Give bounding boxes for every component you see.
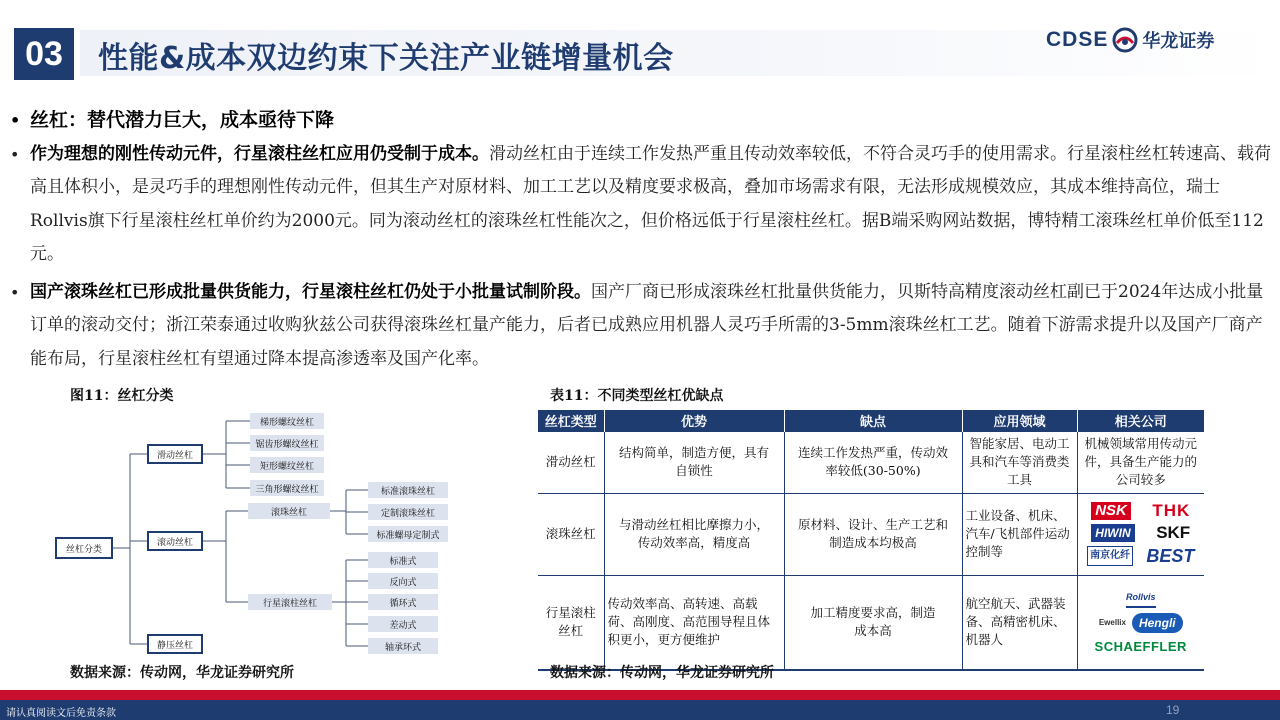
cell-type: 滚珠丝杠 <box>538 493 604 575</box>
table-header: 丝杠类型 <box>538 410 604 431</box>
svg-text:行星滚柱丝杠: 行星滚柱丝杠 <box>262 599 318 609</box>
tree-node-sliding-child <box>250 413 324 429</box>
table-row <box>538 575 1204 670</box>
svg-text:丝杠分类: 丝杠分类 <box>65 545 103 555</box>
cell-cons: 连续工作发热严重，传动效率较低(30-50%) <box>784 431 962 493</box>
cell-company-logos <box>1077 493 1204 575</box>
schaeffler-logo: SCHAEFFLER <box>1094 639 1187 655</box>
slide-header <box>0 0 1280 80</box>
table-header: 缺点 <box>784 410 962 431</box>
bullet-lead: 国产滚珠丝杠已形成批量供货能力，行星滚柱丝杠仍处于小批量试制阶段。 <box>30 281 591 302</box>
rollvis-logo: Rollvis <box>1126 588 1156 608</box>
svg-text:三角形螺纹丝杠: 三角形螺纹丝杠 <box>255 485 319 495</box>
table-header-row <box>538 410 1204 431</box>
cell-pros: 与滑动丝杠相比摩擦力小，传动效率高，精度高 <box>604 493 784 575</box>
nsk-logo: NSK <box>1091 502 1131 520</box>
table-header: 应用领域 <box>962 410 1077 431</box>
svg-text:标准式: 标准式 <box>389 557 417 567</box>
tree-node-roller-child <box>368 616 438 632</box>
cell-type: 行星滚柱丝杠 <box>538 575 604 670</box>
table-caption: 表11：不同类型丝杠优缺点 <box>550 388 724 404</box>
bullet-heading: 丝杠：替代潜力巨大，成本亟待下降 <box>30 109 335 131</box>
dragon-logo-icon <box>1112 27 1138 53</box>
comparison-table <box>538 410 1204 671</box>
cell-pros: 传动效率高、高转速、高载荷、高刚度、高范围导程且体积更小，更方便维护 <box>604 575 784 670</box>
tree-node-roller-child <box>368 638 438 654</box>
company-logo <box>1046 26 1214 54</box>
cell-type: 滑动丝杠 <box>538 431 604 493</box>
figure-source: 数据来源：传动网，华龙证券研究所 <box>70 665 294 681</box>
tree-node-roller <box>248 594 332 610</box>
logo-cn: 华龙证券 <box>1142 31 1215 52</box>
svg-text:滑动丝杠: 滑动丝杠 <box>156 451 194 461</box>
cell-companies: 机械领域常用传动元件，具备生产能力的公司较多 <box>1077 431 1204 493</box>
ewellix-logo: Ewellix <box>1098 618 1126 628</box>
cell-pros: 结构简单，制造方便，具有自锁性 <box>604 431 784 493</box>
footer-accent-bar <box>0 690 1280 700</box>
cell-apps: 航空航天、武器装备、高精密机床、机器人 <box>962 575 1077 670</box>
cell-apps: 智能家居、电动工具和汽车等消费类工具 <box>962 431 1077 493</box>
figure-caption: 图11：丝杠分类 <box>70 388 174 404</box>
classification-tree <box>50 404 490 658</box>
cell-cons: 原材料、设计、生产工艺和制造成本均极高 <box>784 493 962 575</box>
svg-text:矩形螺纹丝杠: 矩形螺纹丝杠 <box>259 462 315 472</box>
hengli-logo: Hengli <box>1132 613 1183 633</box>
svg-text:差动式: 差动式 <box>389 621 417 631</box>
tree-node-ball-child <box>368 504 448 520</box>
tree-node-sliding-child <box>250 435 324 451</box>
body-text <box>6 104 1274 376</box>
tree-node-roller-child <box>368 552 438 568</box>
table-row <box>538 493 1204 575</box>
tree-node-ball-child <box>368 482 448 498</box>
footer-disclaimer: 请认真阅读文后免责条款 <box>6 708 116 719</box>
tree-node-ball <box>248 503 330 519</box>
footer-bar <box>0 700 1280 720</box>
hiwin-logo: HIWIN <box>1091 524 1134 542</box>
svg-text:循环式: 循环式 <box>389 599 417 609</box>
tree-node-roller-child <box>368 594 438 610</box>
tree-node-ball-child <box>368 526 448 542</box>
logo-latin: CDSE <box>1046 28 1109 51</box>
svg-text:静压丝杠: 静压丝杠 <box>156 641 194 651</box>
svg-text:反向式: 反向式 <box>389 578 417 588</box>
tree-node-rolling <box>148 532 202 550</box>
nanjing-logo: 南京化纤 <box>1087 546 1133 566</box>
section-number: 03 <box>14 28 74 80</box>
tree-node-static <box>148 635 202 653</box>
svg-text:轴承环式: 轴承环式 <box>384 643 422 653</box>
table-header: 相关公司 <box>1077 410 1204 431</box>
skf-logo: SKF <box>1156 523 1191 542</box>
svg-text:锯齿形螺纹丝杠: 锯齿形螺纹丝杠 <box>255 440 319 450</box>
svg-text:定制滚珠丝杠: 定制滚珠丝杠 <box>380 509 436 519</box>
cell-company-logos <box>1077 575 1204 670</box>
bullet-text: 滑动丝杠由于连续工作发热严重且传动效率较低，不符合灵巧手的使用需求。行星滚柱丝杠转速高、载荷高且体积小，是灵巧手的理想刚性传动元件，但其生产对原材料、加工工艺以及精度要求极高，叠加市场需求有限，无法形成规模效应，其成本维持高位，瑞士Rollvis旗下行星滚柱丝杠单价约为2000元。同为滚动丝杠的滚珠丝杠性能次之，但价格远低于行星滚柱丝杠。据B端采购网站数据，博特精工滚珠丝杠单价低至112元。 <box>30 143 1271 264</box>
tree-node-root <box>56 538 112 558</box>
svg-text:滚动丝杠: 滚动丝杠 <box>156 538 194 548</box>
page-number: 19 <box>1166 703 1180 717</box>
thk-logo: THK <box>1152 501 1191 520</box>
tree-node-sliding-child <box>250 480 324 496</box>
table-source: 数据来源：传动网，华龙证券研究所 <box>550 665 774 681</box>
svg-text:梯形螺纹丝杠: 梯形螺纹丝杠 <box>259 418 315 428</box>
bullet-item <box>6 276 1274 377</box>
page-title: 性能&成本双边约束下关注产业链增量机会 <box>98 41 674 76</box>
cell-cons: 加工精度要求高，制造成本高 <box>784 575 962 670</box>
svg-text:滚珠丝杠: 滚珠丝杠 <box>270 508 308 518</box>
svg-text:标准滚珠丝杠: 标准滚珠丝杠 <box>380 487 436 497</box>
table-header: 优势 <box>604 410 784 431</box>
best-logo: BEST <box>1146 546 1195 566</box>
cell-apps: 工业设备、机床、汽车/飞机部件运动控制等 <box>962 493 1077 575</box>
tree-node-sliding-child <box>250 457 324 473</box>
table-row <box>538 431 1204 493</box>
bullet-item <box>6 104 1274 138</box>
tree-node-sliding <box>148 445 202 463</box>
bullet-text: 国产厂商已形成滚珠丝杠批量供货能力，贝斯特高精度滚动丝杠副已于2024年达成小批量订单的滚动交付；浙江荣泰通过收购狄兹公司获得滚珠丝杠量产能力，后者已成熟应用机器人灵巧手所需的3-5mm滚珠丝杠工艺。随着下游需求提升以及国产厂商产能布局，行星滚柱丝杠有望通过降本提高渗透率及国产化率。 <box>30 281 1264 369</box>
svg-text:标准螺母定制式: 标准螺母定制式 <box>376 531 440 541</box>
bullet-lead: 作为理想的刚性传动元件，行星滚柱丝杠应用仍受制于成本。 <box>30 143 489 164</box>
bullet-item <box>6 138 1274 272</box>
tree-node-roller-child <box>368 573 438 589</box>
